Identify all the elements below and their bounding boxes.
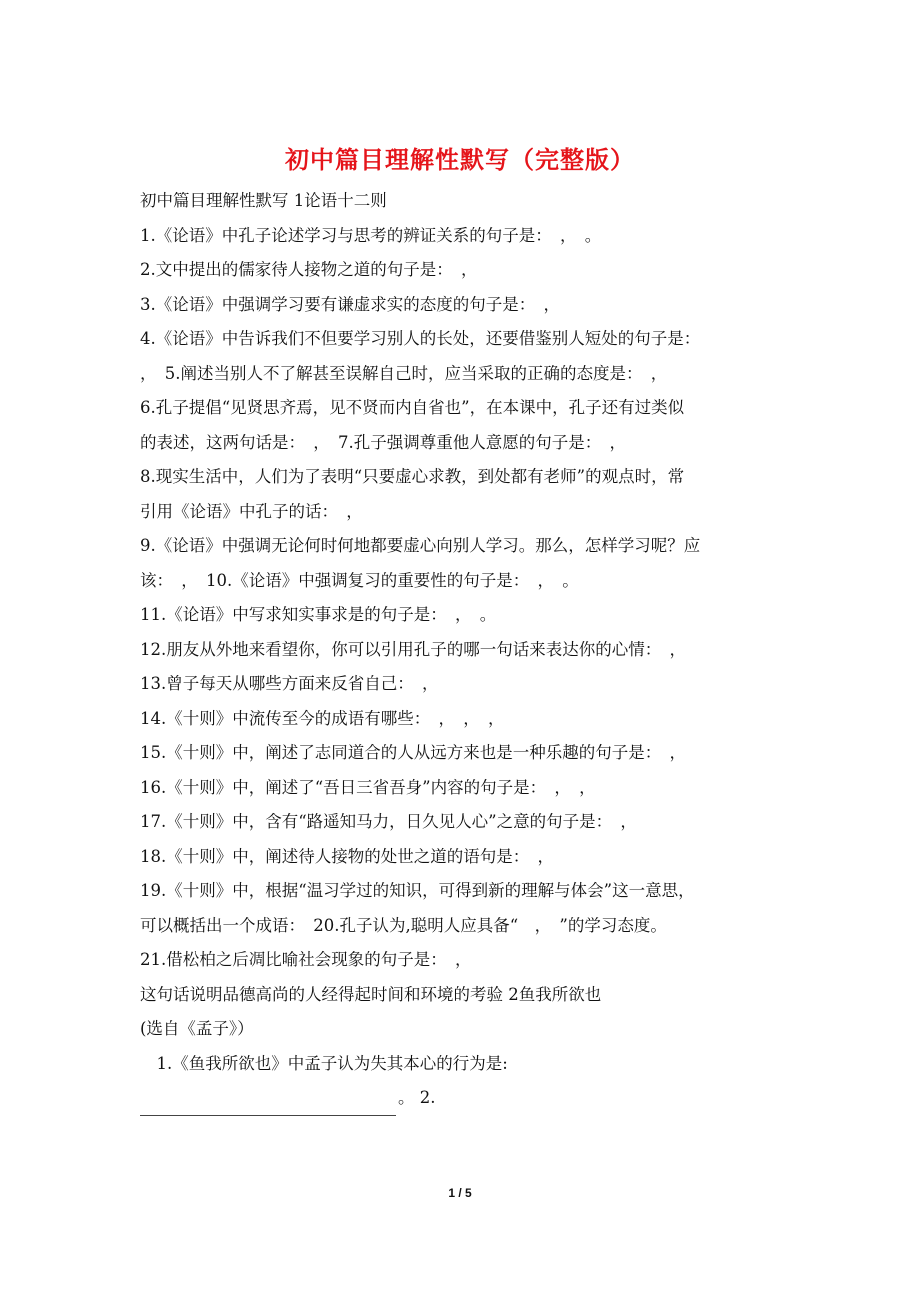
text-line: 13.曾子每天从哪些方面来反省自己： ， bbox=[140, 674, 439, 693]
text-line: 1.《鱼我所欲也》中孟子认为失其本心的行为是: bbox=[140, 1053, 508, 1073]
answer-line bbox=[140, 1081, 790, 1116]
text-line: 6.孔子提倡“见贤思齐焉，见不贤而内自省也”，在本课中，孔子还有过类似 bbox=[140, 398, 685, 417]
text-line: 18.《十则》中，阐述待人接物的处世之道的语句是： ， bbox=[140, 846, 554, 866]
page-indicator: 1 / 5 bbox=[448, 1186, 472, 1200]
text-line: (选自《孟子》） bbox=[140, 1019, 254, 1038]
text-line: ， 5.阐述当别人不了解甚至误解自己时，应当采取的正确的态度是： ， bbox=[140, 363, 668, 383]
page-title: 初中篇目理解性默写（完整版） bbox=[285, 146, 635, 174]
text-line: 17.《十则》中，含有“路遥知马力，日久见人心”之意的句子是： ， bbox=[140, 812, 637, 831]
text-line: 的表述，这两句话是： ， 7.孔子强调尊重他人意愿的句子是： ， bbox=[140, 432, 626, 452]
text-line: 该： ， 10.《论语》中强调复习的重要性的句子是： ， 。 bbox=[140, 570, 579, 590]
text-line: 3.《论语》中强调学习要有谦虚求实的态度的句子是： ， bbox=[140, 294, 560, 314]
answer-blank bbox=[140, 1093, 396, 1116]
text-line: 9.《论语》中强调无论何时何地都要虚心向别人学习。那么，怎样学习呢？应 bbox=[140, 536, 701, 555]
text-line: 2.文中提出的儒家待人接物之道的句子是： ， bbox=[140, 260, 478, 279]
text-line: 12.朋友从外地来看望你，你可以引用孔子的哪一句话来表达你的心情： ， bbox=[140, 639, 686, 659]
text-line: 19.《十则》中，根据“温习学过的知识，可得到新的理解与体会”这一意思， bbox=[140, 881, 695, 900]
text-line: 4.《论语》中告诉我们不但要学习别人的长处，还要借鉴别人短处的句子是： bbox=[140, 329, 701, 348]
text-line: 可以概括出一个成语： 20.孔子认为,聪明人应具备“ ， ”的学习态度。 bbox=[140, 915, 667, 935]
text-line: 引用《论语》中孔子的话： ， bbox=[140, 501, 363, 521]
text-line: 1.《论语》中孔子论述学习与思考的辨证关系的句子是： ， 。 bbox=[140, 225, 602, 245]
text-line: 这句话说明品德高尚的人经得起时间和环境的考验 2鱼我所欲也 bbox=[140, 984, 602, 1004]
document-body bbox=[140, 184, 790, 1116]
text-line: 8.现实生活中，人们为了表明“只要虚心求教，到处都有老师”的观点时，常 bbox=[140, 467, 685, 486]
text-line: 14.《十则》中流传至今的成语有哪些： ， ， ， bbox=[140, 708, 505, 728]
answer-line-suffix: 。 2. bbox=[398, 1088, 436, 1107]
text-line: 11.《论语》中写求知实事求是的句子是： ， 。 bbox=[140, 605, 497, 624]
text-line: 15.《十则》中，阐述了志同道合的人从远方来也是一种乐趣的句子是： ， bbox=[140, 743, 686, 762]
text-line: 21.借松柏之后凋比喻社会现象的句子是： ， bbox=[140, 950, 472, 969]
text-line: 16.《十则》中，阐述了“吾日三省吾身”内容的句子是： ， ， bbox=[140, 777, 596, 797]
text-line: 初中篇目理解性默写 1论语十二则 bbox=[140, 191, 387, 210]
